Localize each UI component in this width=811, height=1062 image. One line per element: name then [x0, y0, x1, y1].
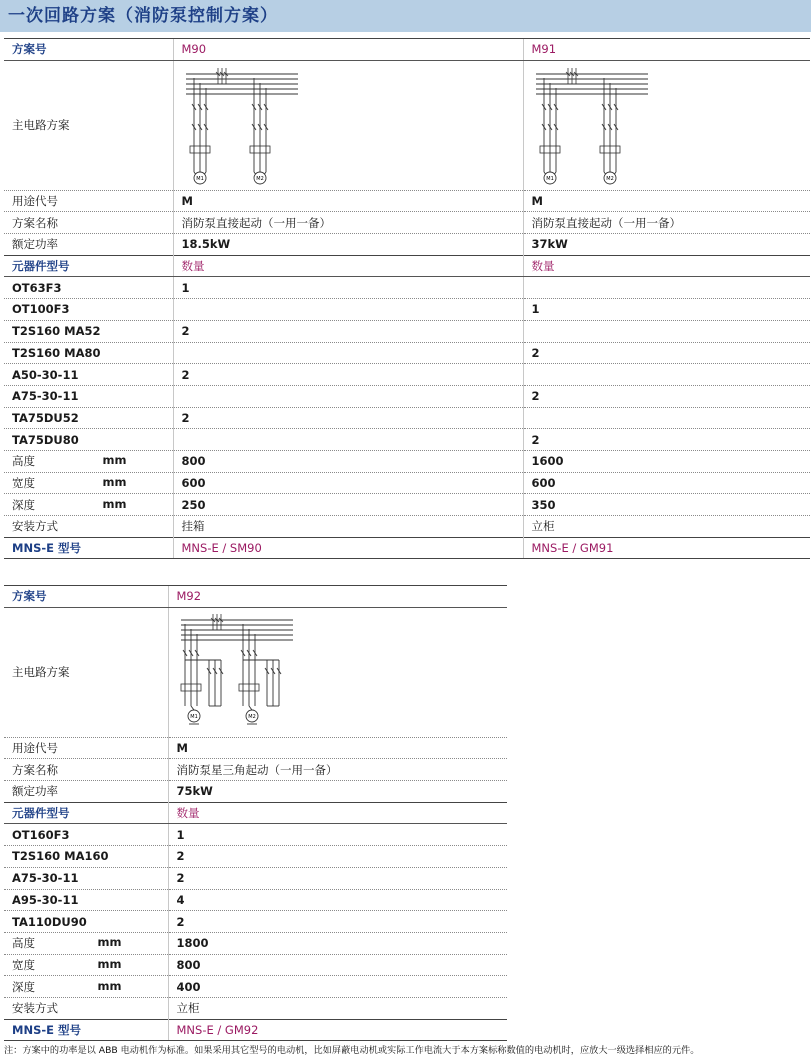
component-qty-m90	[173, 299, 523, 321]
component-model: A75-30-11	[4, 385, 173, 407]
scheme-number-label: 方案号	[4, 39, 173, 61]
svg-text:M2: M2	[605, 176, 614, 183]
component-qty-m90: 2	[173, 320, 523, 342]
component-model: T2S160 MA80	[4, 342, 173, 364]
dol-circuit-diagram-icon	[532, 64, 652, 186]
scheme-name-label: 方案名称	[4, 212, 173, 234]
svg-text:M1: M1	[195, 176, 204, 183]
install-label: 安装方式	[4, 516, 173, 538]
component-row	[4, 407, 810, 429]
footnote: 注：方案中的功率是以 ABB 电动机作为标准。如果采用其它型号的电动机，比如屏蔽电动机或实际工作电流大于本方案标称数值的电动机时，应放大一级选择相应的元件。	[4, 1045, 700, 1056]
depth-m90: 250	[173, 494, 523, 516]
component-row	[4, 299, 810, 321]
scheme-number-row	[4, 586, 507, 608]
width-row	[4, 954, 507, 976]
height-unit: mm	[102, 453, 127, 468]
component-model: OT100F3	[4, 299, 173, 321]
quantity-header-m90: 数量	[173, 255, 523, 277]
height-row	[4, 932, 507, 954]
component-row	[4, 889, 507, 911]
component-header-row	[4, 802, 507, 824]
scheme-number-m91: M91	[523, 39, 810, 61]
component-model-label: 元器件型号	[4, 802, 168, 824]
scheme-number-label: 方案号	[4, 586, 168, 608]
height-m91: 1600	[523, 450, 810, 472]
scheme-name-m91: 消防泵直接起动（一用一备）	[523, 212, 810, 234]
circuit-diagram-m90	[173, 60, 523, 190]
component-qty-m92: 4	[168, 889, 507, 911]
width-unit: mm	[97, 956, 122, 971]
height-m90: 800	[173, 450, 523, 472]
component-qty-m90	[173, 342, 523, 364]
scheme-table-m90-m91	[4, 38, 810, 559]
component-model: T2S160 MA52	[4, 320, 173, 342]
component-qty-m92: 1	[168, 824, 507, 846]
height-row	[4, 450, 810, 472]
height-text: 高度	[12, 936, 35, 951]
svg-text:M1: M1	[189, 714, 198, 721]
component-qty-m90: 2	[173, 407, 523, 429]
rated-power-m91: 37kW	[523, 234, 810, 256]
component-model: A75-30-11	[4, 867, 168, 889]
depth-text: 深度	[12, 497, 35, 512]
install-m90: 挂箱	[173, 516, 523, 538]
component-model: T2S160 MA160	[4, 846, 168, 868]
component-model: TA75DU80	[4, 429, 173, 451]
rated-power-m92: 75kW	[168, 781, 507, 803]
width-m92: 800	[168, 954, 507, 976]
scheme-name-label: 方案名称	[4, 759, 168, 781]
component-qty-m90: 2	[173, 364, 523, 386]
rated-power-row	[4, 781, 507, 803]
component-qty-m91	[523, 364, 810, 386]
svg-text:M2: M2	[255, 176, 264, 183]
mns-type-label: MNS-E 型号	[4, 1019, 168, 1041]
circuit-diagram-m91	[523, 60, 810, 190]
component-row	[4, 364, 810, 386]
component-qty-m92: 2	[168, 846, 507, 868]
scheme-name-row	[4, 212, 810, 234]
rated-power-label: 额定功率	[4, 781, 168, 803]
star-delta-circuit-diagram-icon	[177, 610, 297, 734]
component-model: TA110DU90	[4, 911, 168, 933]
svg-text:M1: M1	[545, 176, 554, 183]
dol-circuit-diagram-icon	[182, 64, 302, 186]
main-circuit-row	[4, 60, 810, 190]
component-qty-m90: 1	[173, 277, 523, 299]
depth-label	[4, 976, 168, 998]
component-qty-m91: 2	[523, 429, 810, 451]
depth-m92: 400	[168, 976, 507, 998]
component-model: A95-30-11	[4, 889, 168, 911]
depth-text: 深度	[12, 979, 35, 994]
main-circuit-row	[4, 607, 507, 737]
circuit-diagram-m92	[168, 607, 507, 737]
page-title: 一次回路方案（消防泵控制方案）	[0, 0, 811, 32]
component-row	[4, 342, 810, 364]
height-text: 高度	[12, 454, 35, 469]
component-model: TA75DU52	[4, 407, 173, 429]
mns-type-label: MNS-E 型号	[4, 537, 173, 559]
scheme-name-row	[4, 759, 507, 781]
install-m92: 立柜	[168, 997, 507, 1019]
depth-row	[4, 494, 810, 516]
use-code-row	[4, 737, 507, 759]
install-m91: 立柜	[523, 516, 810, 538]
scheme-number-m92: M92	[168, 586, 507, 608]
width-m91: 600	[523, 472, 810, 494]
component-model: OT63F3	[4, 277, 173, 299]
use-code-label: 用途代号	[4, 737, 168, 759]
mns-type-m91: MNS-E / GM91	[523, 537, 810, 559]
depth-label	[4, 494, 173, 516]
mns-type-row	[4, 1019, 507, 1041]
component-qty-m91	[523, 407, 810, 429]
width-text: 宽度	[12, 957, 35, 972]
component-qty-m91: 2	[523, 342, 810, 364]
depth-unit: mm	[97, 978, 122, 993]
rated-power-row	[4, 234, 810, 256]
component-qty-m91: 2	[523, 385, 810, 407]
component-model: OT160F3	[4, 824, 168, 846]
component-row	[4, 911, 507, 933]
use-code-row	[4, 190, 810, 212]
width-row	[4, 472, 810, 494]
depth-unit: mm	[102, 496, 127, 511]
use-code-m91: M	[523, 190, 810, 212]
component-row	[4, 846, 507, 868]
width-label	[4, 472, 173, 494]
component-row	[4, 824, 507, 846]
mns-type-m90: MNS-E / SM90	[173, 537, 523, 559]
scheme-name-m90: 消防泵直接起动（一用一备）	[173, 212, 523, 234]
component-model-label: 元器件型号	[4, 255, 173, 277]
component-row	[4, 385, 810, 407]
width-unit: mm	[102, 474, 127, 489]
depth-m91: 350	[523, 494, 810, 516]
scheme-name-m92: 消防泵星三角起动（一用一备）	[168, 759, 507, 781]
mns-type-m92: MNS-E / GM92	[168, 1019, 507, 1041]
component-row	[4, 867, 507, 889]
width-text: 宽度	[12, 475, 35, 490]
component-row	[4, 320, 810, 342]
height-unit: mm	[97, 935, 122, 950]
main-circuit-label: 主电路方案	[4, 60, 173, 190]
component-qty-m92: 2	[168, 867, 507, 889]
depth-row	[4, 976, 507, 998]
component-qty-m92: 2	[168, 911, 507, 933]
width-m90: 600	[173, 472, 523, 494]
scheme-table-m92	[4, 585, 507, 1041]
rated-power-label: 额定功率	[4, 234, 173, 256]
use-code-m90: M	[173, 190, 523, 212]
component-qty-m91	[523, 320, 810, 342]
component-row	[4, 277, 810, 299]
component-header-row	[4, 255, 810, 277]
quantity-header-m91: 数量	[523, 255, 810, 277]
height-m92: 1800	[168, 932, 507, 954]
component-model: A50-30-11	[4, 364, 173, 386]
main-circuit-label: 主电路方案	[4, 607, 168, 737]
scheme-number-m90: M90	[173, 39, 523, 61]
scheme-number-row	[4, 39, 810, 61]
component-qty-m91: 1	[523, 299, 810, 321]
height-label	[4, 932, 168, 954]
install-row	[4, 516, 810, 538]
height-label	[4, 450, 173, 472]
install-label: 安装方式	[4, 997, 168, 1019]
use-code-label: 用途代号	[4, 190, 173, 212]
component-qty-m90	[173, 385, 523, 407]
use-code-m92: M	[168, 737, 507, 759]
component-qty-m90	[173, 429, 523, 451]
width-label	[4, 954, 168, 976]
install-row	[4, 997, 507, 1019]
rated-power-m90: 18.5kW	[173, 234, 523, 256]
quantity-header-m92: 数量	[168, 802, 507, 824]
component-qty-m91	[523, 277, 810, 299]
mns-type-row	[4, 537, 810, 559]
component-row	[4, 429, 810, 451]
svg-text:M2: M2	[247, 714, 256, 721]
